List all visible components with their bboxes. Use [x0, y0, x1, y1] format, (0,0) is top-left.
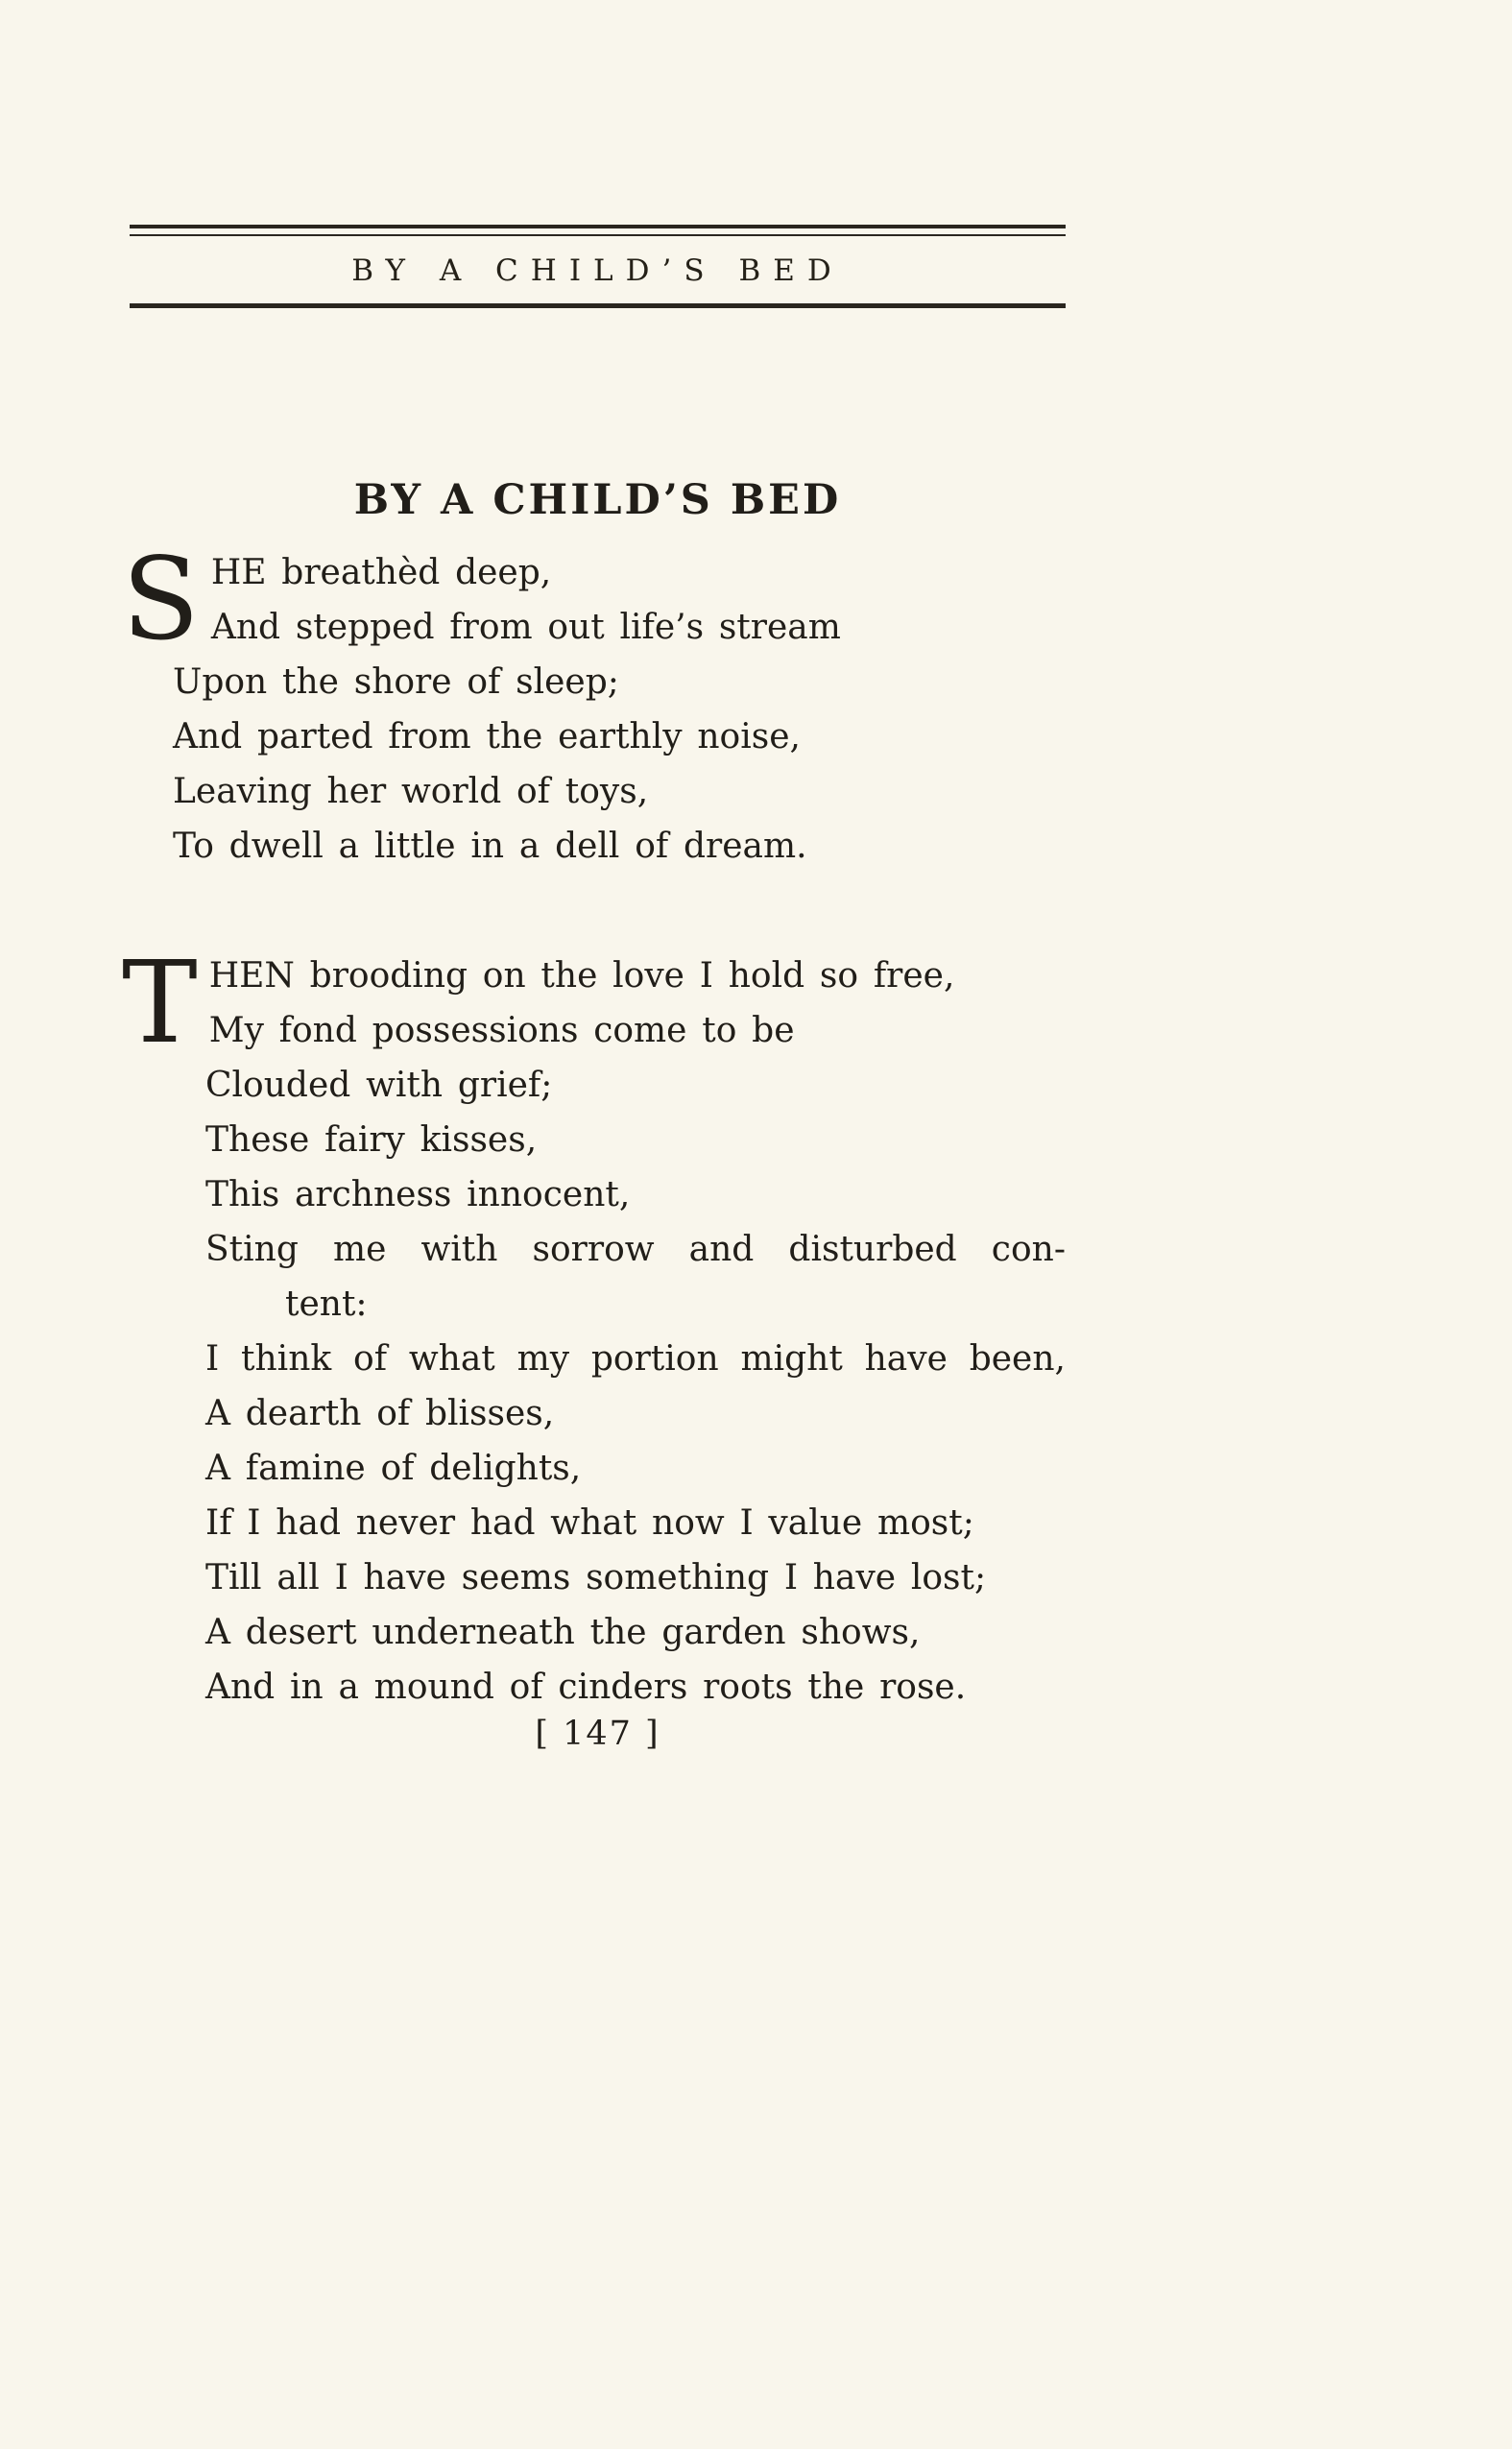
poem-line: A famine of delights, — [205, 1449, 582, 1488]
poem-line: If I had never had what now I value most; — [205, 1503, 974, 1543]
poem-line: tent: — [285, 1285, 368, 1324]
running-head: BY A CHILD’S BED — [351, 253, 844, 288]
running-head-block — [130, 225, 1066, 308]
poem-line: And stepped from out life’s stream — [210, 608, 841, 647]
drop-cap-s: S — [122, 533, 200, 665]
stanza-2 — [122, 936, 1140, 1715]
poem-line: Sting me with sorrow and disturbed con- — [205, 1230, 1066, 1269]
poem-line: A desert underneath the garden shows, — [205, 1613, 921, 1652]
poem-line: Clouded with grief; — [205, 1066, 553, 1105]
poem-line: To dwell a little in a dell of dream. — [173, 827, 807, 866]
rule-below-running-head — [130, 303, 1066, 308]
double-rule-top-thick — [130, 225, 1066, 228]
page-number: [ 147 ] — [535, 1715, 660, 1753]
poem-line: These fairy kisses, — [205, 1120, 538, 1160]
poem-line: A dearth of blisses, — [205, 1394, 555, 1433]
poem-line: Leaving her world of toys, — [173, 772, 649, 811]
poem-line: HE breathèd deep, — [210, 553, 552, 592]
poem-line: Upon the shore of sleep; — [173, 662, 619, 702]
poem-line: This archness innocent, — [205, 1175, 631, 1214]
poem-line: Till all I have seems something I have lost; — [205, 1558, 987, 1597]
drop-cap-t: T — [122, 936, 198, 1068]
poem-line: My fond possessions come to be — [208, 1011, 795, 1050]
stanza-1 — [122, 533, 1140, 874]
poem-line: And in a mound of cinders roots the rose. — [205, 1668, 967, 1707]
double-rule-top-thin — [130, 234, 1066, 236]
poem-line: And parted from the earthly noise, — [173, 717, 801, 756]
poem-line: HEN brooding on the love I hold so free, — [208, 956, 955, 996]
poem-title: BY A CHILD’S BED — [353, 476, 842, 524]
poem-line: I think of what my portion might have been, — [205, 1339, 1066, 1379]
